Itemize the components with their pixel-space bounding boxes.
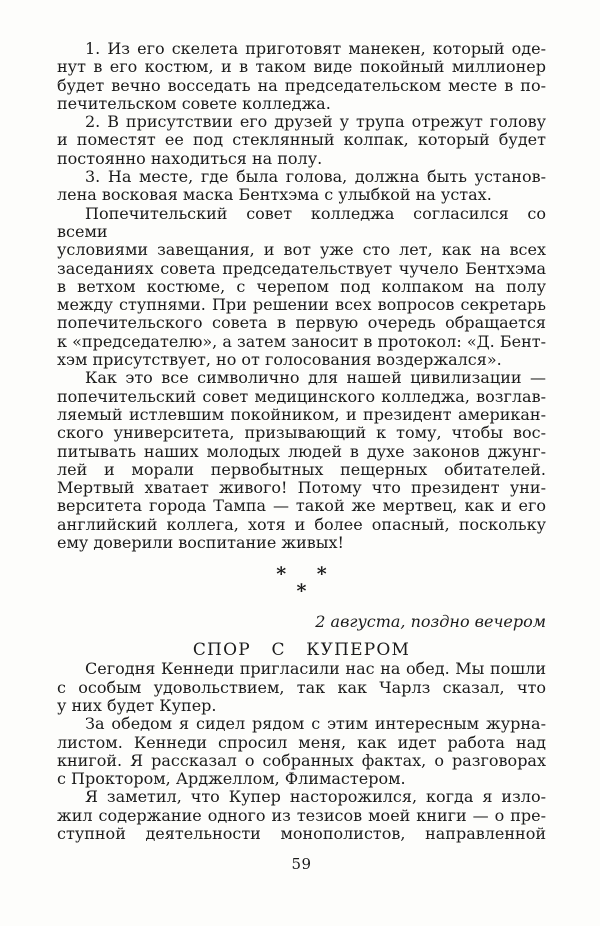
asterisk-row-top: * * [276,563,327,586]
text-line: между ступнями. При решении всех вопросов секретарь [57,295,546,315]
paragraph [57,788,546,843]
paragraph [57,660,546,715]
body-text-lower [57,660,546,843]
text-line: 2. В присутствии его друзей у трупа отрежут голову [85,112,546,132]
diary-date: 2 августа, поздно вечером [315,612,546,632]
text-line: книгой. Я рассказал о собранных фактах, о разговорах [57,750,546,770]
text-line: Я заметил, что Купер насторожился, когда я изло- [85,787,546,807]
text-line: листом. Кеннеди спросил меня, как идет работа над [57,732,546,752]
text-line: нут в его костюм, и в таком виде покойный миллионер [57,57,546,77]
text-line: у них будет Купер. [57,695,217,715]
paragraph [57,40,546,113]
text-line: лей и морали первобытных пещерных обитателей. [57,459,546,479]
text-line: печительском совете колледжа. [57,93,331,113]
text-line: жил содержание одного из тезисов моей книги — о пре- [57,805,546,825]
asterisk-separator [57,563,546,603]
text-line: хэм присутствует, но от голосования воздержался». [57,350,502,370]
text-line: питывать наших молодых людей в духе законов джунг- [57,441,546,461]
section-heading: СПОР С КУПЕРОМ [192,640,411,661]
text-line: попечительского совета в первую очередь обращается [57,313,546,333]
text-line: ему доверили воспитание живых! [57,533,344,553]
page-number: 59 [291,855,312,874]
text-line: За обедом я сидел рядом с этим интересным журна- [85,714,546,734]
text-line: попечительский совет медицинского колледжа, возглав- [57,386,546,406]
paragraph [57,113,546,168]
text-line: ского университета, призывающий к тому, чтобы вос- [57,423,546,443]
paragraph [57,715,546,788]
paragraph [57,205,546,370]
text-line: английский коллега, хотя и более опасный, поскольку [57,514,546,534]
text-line: 3. На месте, где была голова, должна быть установ- [85,167,546,187]
text-line: в ветхом костюме, с черепом под колпаком на полу [57,276,546,296]
text-line: и поместят ее под стеклянный колпак, который будет [57,130,546,150]
text-line: верситета города Тампа — такой же мертвец, как и его [57,496,546,516]
asterisk-row-bottom: * [296,580,307,603]
text-line: лена восковая маска Бентхэма с улыбкой на устах. [57,185,492,205]
text-line: с особым удовольствием, так как Чарлз сказал, что [57,677,546,697]
text-line: Как это все символично для нашей цивилизации — [85,368,546,388]
text-line: Попечительский совет колледжа согласился со всеми [57,203,546,241]
text-line: к «председателю», а затем заносит в протокол: «Д. Бент- [57,331,546,351]
text-line: будет вечно восседать на председательском месте в по- [57,75,546,95]
text-line: заседаниях совета председательствует чучело Бентхэма [57,258,546,278]
paragraph [57,369,546,552]
text-line: постоянно находиться на полу. [57,148,323,168]
body-text-upper [57,40,546,552]
text-line: ляемый истлевшим покойником, и президент американ- [57,404,546,424]
text-line: 1. Из его скелета приготовят манекен, который оде- [85,39,546,58]
paragraph [57,168,546,205]
text-line: Сегодня Кеннеди пригласили нас на обед. Мы пошли [85,659,546,679]
text-line: с Проктором, Арджеллом, Флимастером. [57,769,406,789]
text-line: ступной деятельности монополистов, направленной [57,823,546,843]
text-line: условиями завещания, и вот уже сто лет, как на всех [57,240,546,260]
text-line: Мертвый хватает живого! Потому что президент уни- [57,478,546,498]
